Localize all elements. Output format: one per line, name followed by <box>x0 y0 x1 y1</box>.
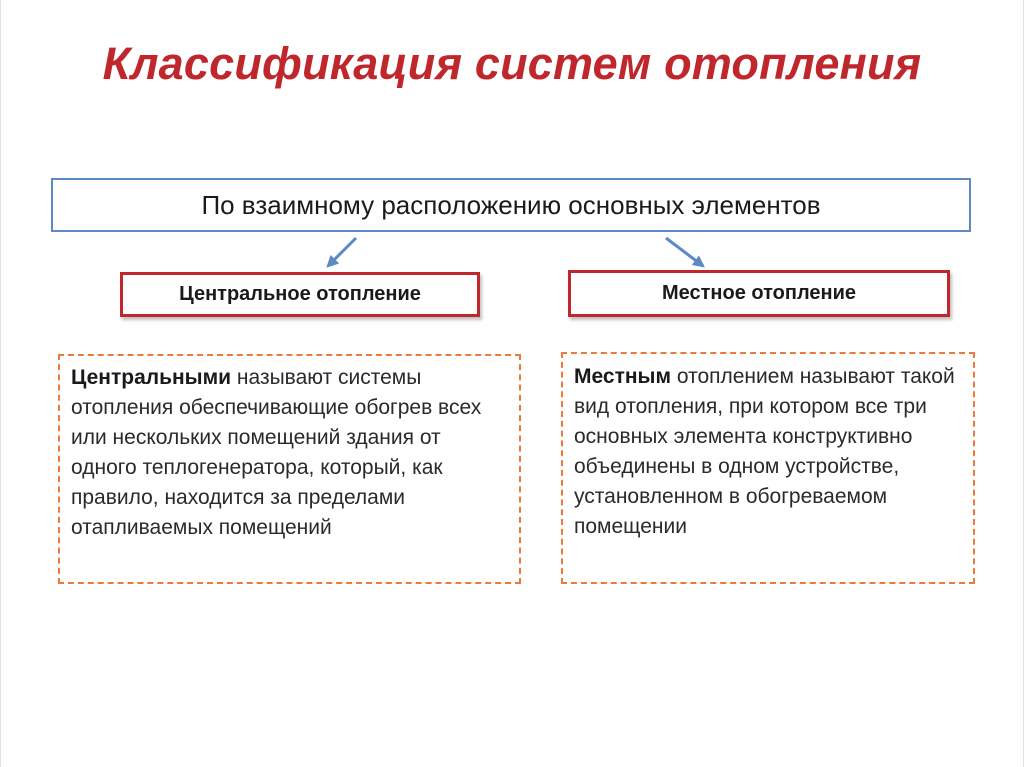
slide-edge-left <box>0 0 1 767</box>
central-heating-node <box>120 272 480 317</box>
root-node-label: По взаимному расположению основных элементов <box>201 189 821 220</box>
arrow-to-central <box>328 238 356 266</box>
arrow-to-local <box>666 238 703 266</box>
local-heating-label: Местное отопление <box>661 282 857 304</box>
slide-title: Классификация систем отопления <box>102 38 922 89</box>
central-heating-description <box>58 354 521 584</box>
local-heating-term: Местным <box>574 365 672 388</box>
central-heating-text: называют системы отопления обеспечивающие обогрев всех или нескольких помещений здания от одного теплогенератора, который, как правило, находится за пределами отапливаемых помещений <box>71 366 482 539</box>
local-heating-text: отоплением называют такой вид отопления, при котором все три основных элемента конструктивно объединены в одном устройстве, установленном в обогреваемом помещении <box>574 365 955 538</box>
root-node <box>51 178 971 232</box>
local-heating-description <box>561 352 975 584</box>
central-heating-label: Центральное отопление <box>179 283 421 305</box>
local-heating-node <box>568 270 950 317</box>
central-heating-term: Центральными <box>71 366 232 389</box>
